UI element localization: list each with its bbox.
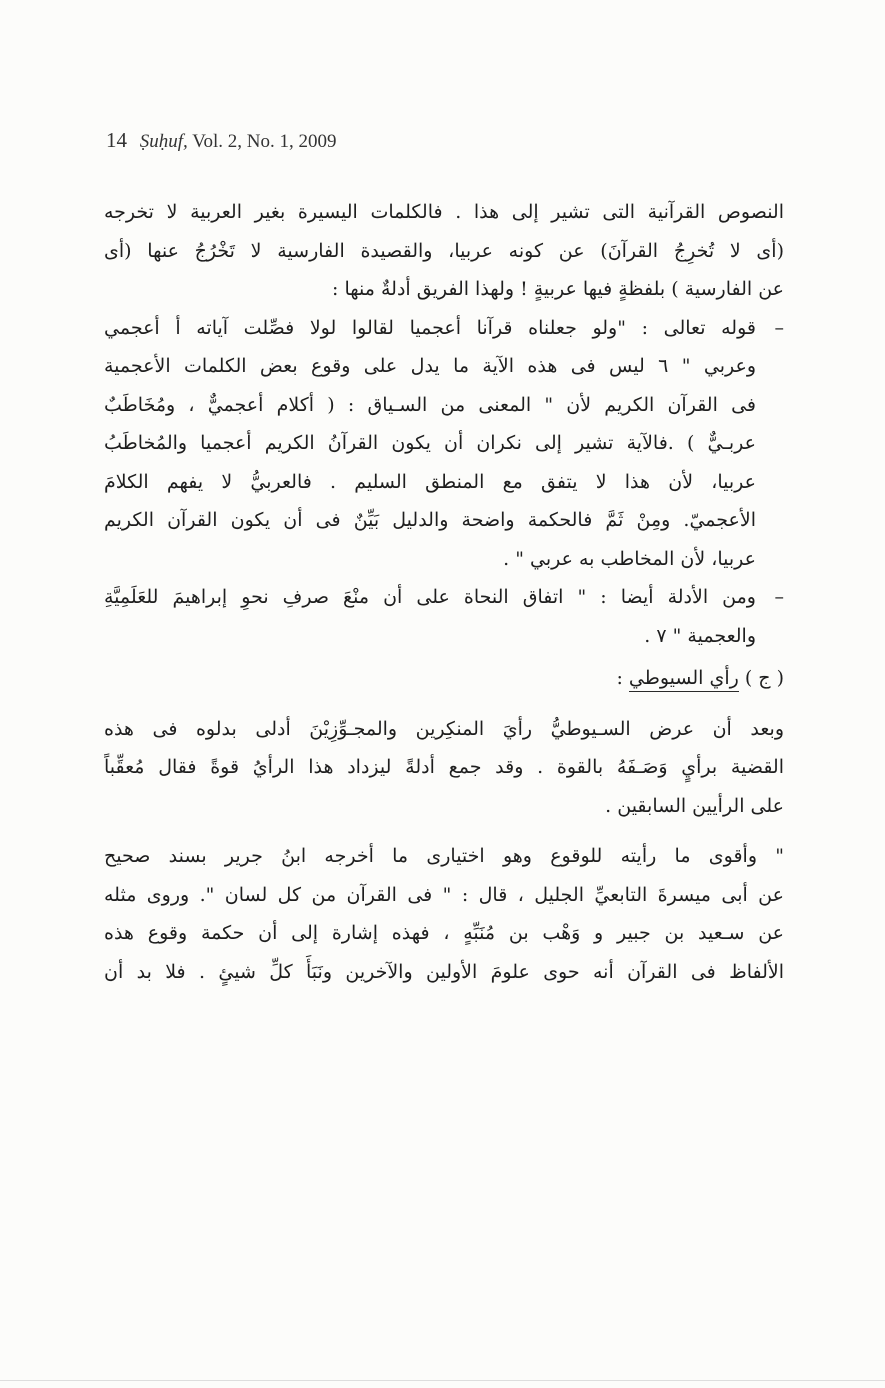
page-number: 14 (106, 128, 127, 152)
bullet-dash: – (774, 316, 784, 339)
text-line: وبعد أن عرض السـيوطيُّ رأيَ المنكِرين والمجـوِّزِيْنَ أدلى بدلوه فى هذه (104, 717, 784, 740)
text-line: عربيا، لأن هذا لا يتفق مع المنطق السليم . فالعربيُّ لا يفهم الكلامَ (104, 470, 756, 493)
bullet-item-2 (104, 578, 784, 617)
running-header (106, 128, 336, 153)
bullet-dash: – (774, 586, 784, 608)
bullet-item-1 (104, 309, 784, 348)
text-line: والعجمية " ٧ . (644, 624, 756, 647)
text-line: النصوص القرآنية التى تشير إلى هذا . فالكلمات اليسيرة بغير العربية لا تخرجه (104, 201, 784, 223)
arabic-body (104, 193, 784, 991)
text-line: فى القرآن الكريم لأن " المعنى من السـياق : ( أكلام أعجميٌّ ، ومُخَاطَبٌ (104, 393, 756, 416)
section-title: رأي السيوطي (629, 667, 739, 692)
journal-name: Ṣuḥuf, (139, 131, 188, 152)
journal-issue: Vol. 2, No. 1, 2009 (192, 131, 337, 152)
text-line: القضية برأيٍ وَصَـفَهُ بالقوة . وقد جمع أدلةً ليزداد هذا الرأيُ قوةً فقال مُعقِّباً (104, 756, 784, 778)
text-line: ومن الأدلة أيضا : " اتفاق النحاة على أن منْعَ صرفِ نحوِ إبراهيمَ للعَلَمِيَّةِ (104, 586, 756, 608)
text-line: " وأقوى ما رأيته للوقوع وهو اختيارى ما أخرجه ابنُ جرير بسند صحيح (104, 845, 784, 867)
text-line: قوله تعالى : "ولو جعلناه قرآنا أعجميا لقالوا لولا فصِّلت آياته أ أعجمي (104, 316, 756, 339)
text-line: الألفاظ فى القرآن أنه حوى علومَ الأولين والآخرين ونَبَأَ كلِّ شيئٍ . فلا بد أن (104, 960, 784, 983)
text-line: عربيا، لأن المخاطب به عربي " . (503, 547, 756, 570)
text-line: عن أبى ميسرةَ التابعيِّ الجليل ، قال : " فى القرآن من كل لسان ". وروى مثله (104, 883, 784, 906)
text-line: عربـيٌّ ) .فالآية تشير إلى نكران أن يكون القرآنُ الكريم أعجميا والمُخاطَبُ (104, 432, 756, 454)
text-line: وعربي " ٦ ليس فى هذه الآية ما يدل على وقوع بعض الكلمات الأعجمية (104, 355, 756, 377)
section-colon: : (616, 667, 629, 689)
text-line: الأعجميّ. ومِنْ ثَمَّ فالحكمة واضحة والدليل بَيِّنٌ فى أن يكون القرآن الكريم (104, 509, 756, 531)
section-label: ( ج ) (738, 667, 784, 689)
section-heading (104, 659, 784, 698)
text-line: على الرأيين السابقين . (605, 794, 784, 817)
text-line: عن الفارسية ) بلفظةٍ فيها عربيةٍ ! ولهذا الفريق أدلةٌ منها : (332, 278, 784, 300)
text-line: (أى لا تُخرِجُ القرآنَ) عن كونه عربيا، والقصيدة الفارسية لا تَخْرُجُ عنها (أى (104, 239, 784, 262)
text-line: عن سـعيد بن جبير و وَهْب بن مُنَبِّهٍ ، فهذه إشارة إلى أن حكمة وقوع هذه (104, 922, 784, 944)
scan-edge (0, 1380, 885, 1381)
